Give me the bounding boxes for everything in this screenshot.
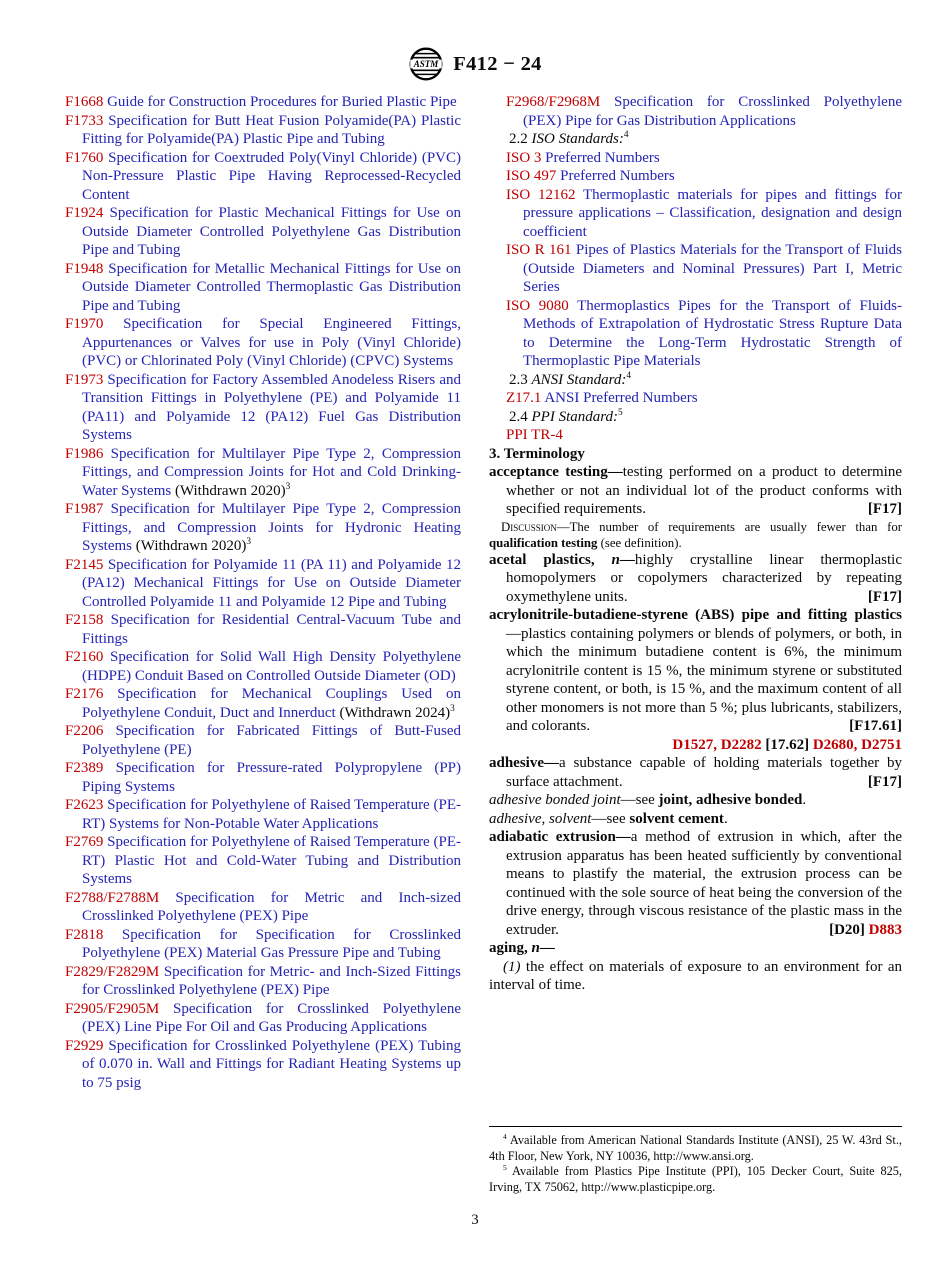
doc-number-link[interactable]: F2623 <box>65 797 108 813</box>
reference-entry <box>48 1037 461 1093</box>
text-run: a substance capable of holding materials together by surface attachment. <box>506 755 902 790</box>
doc-number-link[interactable]: PPI TR-4 <box>506 427 563 443</box>
term-definition <box>489 828 902 939</box>
doc-title-link[interactable]: Specification for Metallic Mechanical Fittings for Use on Outside Diameter Controlled Thermoplastic Gas Distribution Pipe and Tubing <box>82 260 461 314</box>
committee-tag <box>867 500 902 519</box>
reference-entry <box>489 167 902 186</box>
logo-text: ASTM <box>414 58 439 69</box>
reference-entry <box>48 204 461 260</box>
reference-entry <box>48 93 461 112</box>
text-run: [F17] <box>867 773 902 790</box>
column-left <box>48 93 461 1092</box>
doc-title-link[interactable]: ANSI Preferred Numbers <box>544 390 698 406</box>
doc-title-link[interactable]: Specification for Specification for Crosslinked Polyethylene (PEX) Material Gas Pressure Pipe and Tubing <box>82 926 461 961</box>
text-run: qualification testing <box>489 535 598 550</box>
text-run: solvent cement <box>629 810 724 827</box>
text-run: [F17] <box>867 501 902 517</box>
footnote-text: Available from American National Standards Institute (ANSI), 25 W. 43rd St., 4th Floor, New York, NY 10036, http://www.ansi.org. <box>489 1133 902 1163</box>
reference-entry <box>48 315 461 371</box>
doc-number-link[interactable]: ISO 497 <box>506 168 561 184</box>
reference-entry <box>48 260 461 316</box>
doc-title-link[interactable]: Specification for Factory Assembled Anodeless Risers and Transition Fittings in Polyethylene (PE) and Polyamide 11 (PA11) and Polyamide 12 (PA12) Fuel Gas Distribution Systems <box>82 371 461 443</box>
term-definition <box>489 754 902 791</box>
text-run: 3 <box>246 537 252 547</box>
doc-title-link[interactable]: Specification for Crosslinked Polyethylene (PEX) Pipe for Gas Distribution Applications <box>523 94 902 129</box>
text-run: n <box>531 940 540 956</box>
reference-entry <box>48 926 461 963</box>
column-right <box>489 93 902 995</box>
text-run: the effect on materials of exposure to an environment for an interval of time. <box>489 958 902 993</box>
doc-title-link[interactable]: Guide for Construction Procedures for Buried Plastic Pipe <box>107 94 457 110</box>
text-run: (Withdrawn 2024) <box>335 704 451 721</box>
text-run: 2.2 <box>509 131 532 147</box>
doc-number-link[interactable]: ISO R 161 <box>506 242 576 258</box>
doc-title-link[interactable]: Specification for Polyethylene of Raised Temperature (PE-RT) Systems for Non-Potable Water Applications <box>82 797 462 832</box>
reference-entry <box>48 685 461 722</box>
doc-number-link[interactable]: F2905/F2905M <box>65 1000 173 1017</box>
text-run: 3 <box>285 481 291 492</box>
doc-number-link[interactable]: D883 <box>868 921 902 938</box>
doc-title-link[interactable]: Specification for Fabricated Fittings of Butt-Fused Polyethylene (PE) <box>82 723 462 758</box>
doc-number-link[interactable]: F1970 <box>65 316 124 332</box>
text-run: [F17] <box>867 588 902 605</box>
text-run: adhesive, solvent <box>489 810 592 827</box>
text-run: —see <box>591 810 630 827</box>
doc-title-link[interactable]: Pipes of Plastics Materials for the Transport of Fluids (Outside Diameters and Nominal Pressures) Part I, Metric Series <box>523 242 902 295</box>
document-designation: F412 − 24 <box>453 52 542 75</box>
text-run: (1) <box>503 958 521 975</box>
doc-number-link[interactable]: F1733 <box>65 112 109 129</box>
text-run: highly crystalline linear thermoplastic homopolymers or copolymers characterized by repeating oxymethylene units. <box>506 551 902 605</box>
doc-number-link[interactable]: ISO 12162 <box>506 186 583 203</box>
doc-number-link[interactable]: F1924 <box>65 205 110 221</box>
doc-title-link[interactable]: Specification for Butt Heat Fusion Polyamide(PA) Plastic Fitting for Polyamide(PA) Plastic Pipe and Tubing <box>82 112 462 147</box>
doc-number-link[interactable]: D2680, D2751 <box>812 736 902 753</box>
doc-number-link[interactable]: F2769 <box>65 834 108 850</box>
doc-title-link[interactable]: Preferred Numbers <box>545 149 660 166</box>
doc-number-link[interactable]: F1987 <box>65 501 111 517</box>
text-run: (see definition). <box>597 535 682 550</box>
doc-number-link[interactable]: ISO 9080 <box>506 297 578 314</box>
doc-title-link[interactable]: Specification for Pressure-rated Polypropylene (PP) Piping Systems <box>82 760 461 795</box>
footnote <box>489 1133 902 1164</box>
doc-number-link[interactable]: Z17.1 <box>506 390 545 406</box>
committee-tag <box>829 921 902 940</box>
reference-entry <box>48 796 461 833</box>
doc-number-link[interactable]: F2206 <box>65 723 116 739</box>
term-definition <box>489 551 902 607</box>
doc-number-link[interactable]: F2818 <box>65 926 122 943</box>
doc-number-link[interactable]: F2968/F2968M <box>506 94 614 110</box>
doc-number-link[interactable]: F2145 <box>65 556 108 573</box>
committee-tag <box>867 773 902 792</box>
doc-number-link[interactable]: F2929 <box>65 1037 109 1054</box>
text-run: 4 <box>626 370 632 381</box>
term-definition <box>489 463 902 519</box>
reference-entry <box>48 963 461 1000</box>
text-run: 5 <box>618 407 623 418</box>
text-run: [17.62] <box>761 736 813 753</box>
committee-tag <box>849 717 902 736</box>
text-run: . <box>802 792 807 808</box>
doc-title-link[interactable]: Specification for Multilayer Pipe Type 2, Compression Fittings, and Compression Joints for Hot and Cold Drinking-Water Systems <box>82 445 461 499</box>
doc-title-link[interactable]: Specification for Metric and Inch-sized Crosslinked Polyethylene (PEX) Pipe <box>82 889 461 924</box>
doc-number-link[interactable]: F2158 <box>65 612 111 628</box>
text-run: (Withdrawn 2020) <box>132 538 247 554</box>
doc-title-link[interactable]: Thermoplastic materials for pipes and fittings for pressure applications – Classification, designation and design coefficient <box>523 186 902 240</box>
doc-title-link[interactable]: Specification for Plastic Mechanical Fittings for Use on Outside Diameter Controlled Polyethylene Gas Distribution Pipe and Tubing <box>82 205 462 258</box>
footnotes <box>489 1126 902 1195</box>
text-run: aging, <box>489 940 532 956</box>
doc-number-link[interactable]: F2389 <box>65 760 116 776</box>
doc-title-link[interactable]: Specification for Metric- and Inch-Sized Fittings for Crosslinked Polyethylene (PEX) Pipe <box>82 963 461 998</box>
reference-entry <box>489 297 902 371</box>
subsection-label <box>489 408 902 427</box>
doc-title-link[interactable]: Preferred Numbers <box>560 168 675 184</box>
text-run: joint, adhesive bonded <box>658 792 803 808</box>
text-run: adiabatic extrusion— <box>489 829 631 845</box>
reference-entry <box>48 112 461 149</box>
section-heading <box>489 445 902 464</box>
reference-entry <box>48 445 461 501</box>
reference-entry <box>48 759 461 796</box>
text-run: ANSI Standard: <box>531 371 627 388</box>
text-run: adhesive bonded joint <box>489 792 621 808</box>
text-run: —The number of requirements are usually fewer than for <box>556 519 902 534</box>
reference-entry <box>48 722 461 759</box>
doc-number-link[interactable]: F2829/F2829M <box>65 963 164 980</box>
text-run: [F17.61] <box>849 718 902 734</box>
text-run: Discussion <box>501 519 557 534</box>
term-definition <box>489 810 902 829</box>
reference-entry <box>489 426 902 445</box>
doc-number-link[interactable]: F2176 <box>65 686 118 702</box>
reference-entry <box>48 1000 461 1037</box>
text-run: acceptance testing— <box>489 464 623 480</box>
text-run: (Withdrawn 2020) <box>171 482 286 499</box>
text-run: adhesive— <box>489 755 560 771</box>
doc-title-link[interactable]: Specification for Multilayer Pipe Type 2, Compression Fittings, and Compression Joints for Hydronic Heating Systems <box>82 501 461 554</box>
text-run: —see <box>620 792 659 808</box>
referenced-designations-line <box>489 736 902 755</box>
footnote-marker: 4 <box>503 1131 507 1141</box>
doc-title-link[interactable]: Specification for Special Engineered Fittings, Appurtenances or Valves for use in Poly (Vinyl Chloride) (PVC) or Chlorinated Poly (Vinyl Chloride) (CPVC) Systems <box>82 316 461 369</box>
reference-entry <box>489 149 902 168</box>
reference-entry <box>48 833 461 889</box>
reference-entry <box>48 500 461 556</box>
term-definition <box>489 791 902 810</box>
doc-number-link[interactable]: F1668 <box>65 94 108 110</box>
doc-number-link[interactable]: F1760 <box>65 149 109 166</box>
doc-number-link[interactable]: D1527, D2282 <box>672 736 762 753</box>
doc-title-link[interactable]: Specification for Mechanical Couplings Used on Polyethylene Conduit, Duct and Innerduct <box>82 686 461 721</box>
text-run: PPI Standard: <box>531 408 619 425</box>
doc-title-link[interactable]: Specification for Crosslinked Polyethylene (PEX) Tubing of 0.070 in. Wall and Fittings for Radiant Heating Systems up to 75 psig <box>82 1037 461 1091</box>
doc-title-link[interactable]: Thermoplastics Pipes for the Transport of Fluids-Methods of Extrapolation of Hydrostatic Stress Rupture Data to Determine the Long-Term Hydrostatic Strength of Thermoplastic Pipe Materials <box>523 297 902 369</box>
doc-title-link[interactable]: Specification for Residential Central-Vacuum Tube and Fittings <box>82 612 462 647</box>
doc-title-link[interactable]: Specification for Polyamide 11 (PA 11) and Polyamide 12 (PA12) Mechanical Fittings for Use on Outside Diameter Controlled Polyamide 11 and Polyamide 12 Pipe and Tubing <box>82 556 461 610</box>
reference-entry <box>48 371 461 445</box>
reference-entry <box>48 611 461 648</box>
reference-entry <box>489 186 902 242</box>
doc-title-link[interactable]: Specification for Polyethylene of Raised Temperature (PE-RT) Plastic Hot and Cold-Water Tubing and Distribution Systems <box>82 834 462 887</box>
doc-number-link[interactable]: F1986 <box>65 445 111 462</box>
doc-number-link[interactable]: F2160 <box>65 649 111 665</box>
doc-title-link[interactable]: Specification for Solid Wall High Density Polyethylene (HDPE) Conduit Based on Controlled Outside Diameter (OD) <box>82 649 461 684</box>
text-run: n <box>611 551 620 568</box>
subsection-label <box>489 371 902 390</box>
doc-title-link[interactable]: Specification for Crosslinked Polyethylene (PEX) Line Pipe For Oil and Gas Producing Applications <box>82 1000 461 1035</box>
text-run: —plastics containing polymers or blends of polymers, or both, in which the minimum butadiene content is 6%, the minimum acrylonitrile content is 15 %, the minimum styrene or substituted styrene content, or both, is 15 %, and the maximum content of all other monomers is not more than 5 %; plus lubricants, stabilizers, and colorants. <box>506 625 902 734</box>
reference-entry <box>48 556 461 612</box>
committee-tag <box>867 588 902 607</box>
text-run: . <box>723 810 728 827</box>
text-run: 2.3 <box>509 371 532 388</box>
astm-logo-icon <box>408 46 444 82</box>
term-definition <box>489 939 902 958</box>
reference-entry <box>48 648 461 685</box>
definition-paragraph <box>489 958 902 995</box>
text-run: testing performed on a product to determine whether or not an individual lot of the product conforms with specified requirements. <box>506 464 902 517</box>
discussion-note <box>489 519 902 551</box>
doc-title-link[interactable]: Specification for Coextruded Poly(Vinyl Chloride) (PVC) Non-Pressure Plastic Pipe Having Reprocessed-Recycled Content <box>82 149 462 203</box>
text-run: — <box>619 551 635 568</box>
doc-number-link[interactable]: F1973 <box>65 371 108 388</box>
text-run: 2.4 <box>509 408 532 425</box>
footnote <box>489 1164 902 1195</box>
footnote-text: Available from Plastics Pipe Institute (PPI), 105 Decker Court, Suite 825, Irving, TX 75062, http://www.plasticpipe.org. <box>489 1164 902 1194</box>
text-run: 3 <box>450 703 455 714</box>
page-header <box>0 46 950 82</box>
text-run: — <box>539 940 555 956</box>
term-definition <box>489 606 902 736</box>
reference-entry <box>48 149 461 205</box>
footnote-marker: 5 <box>503 1162 507 1172</box>
text-run: 3. Terminology <box>489 445 585 462</box>
text-run: ISO Standards: <box>531 131 624 147</box>
doc-number-link[interactable]: F1948 <box>65 260 109 277</box>
text-run: 4 <box>623 130 629 140</box>
text-run: a method of extrusion in which, after the extrusion apparatus has been heated sufficiently by conventional means to plastify the material, the extrusion process can be continued with the sole source of heat being the conversion of the drive energy, through viscous resistance of the plastic mass in the extruder. <box>506 829 902 938</box>
text-run: acetal plastics, <box>489 551 612 568</box>
reference-entry <box>48 889 461 926</box>
doc-number-link[interactable]: F2788/F2788M <box>65 889 176 906</box>
reference-entry <box>489 241 902 297</box>
reference-entry <box>489 93 902 130</box>
page-number: 3 <box>471 1212 479 1228</box>
reference-entry <box>489 389 902 408</box>
text-run: [D20] <box>829 921 869 938</box>
text-run: acrylonitrile-butadiene-styrene (ABS) pipe and fitting plastics <box>489 607 902 623</box>
subsection-label <box>489 130 902 149</box>
doc-number-link[interactable]: ISO 3 <box>506 149 546 166</box>
